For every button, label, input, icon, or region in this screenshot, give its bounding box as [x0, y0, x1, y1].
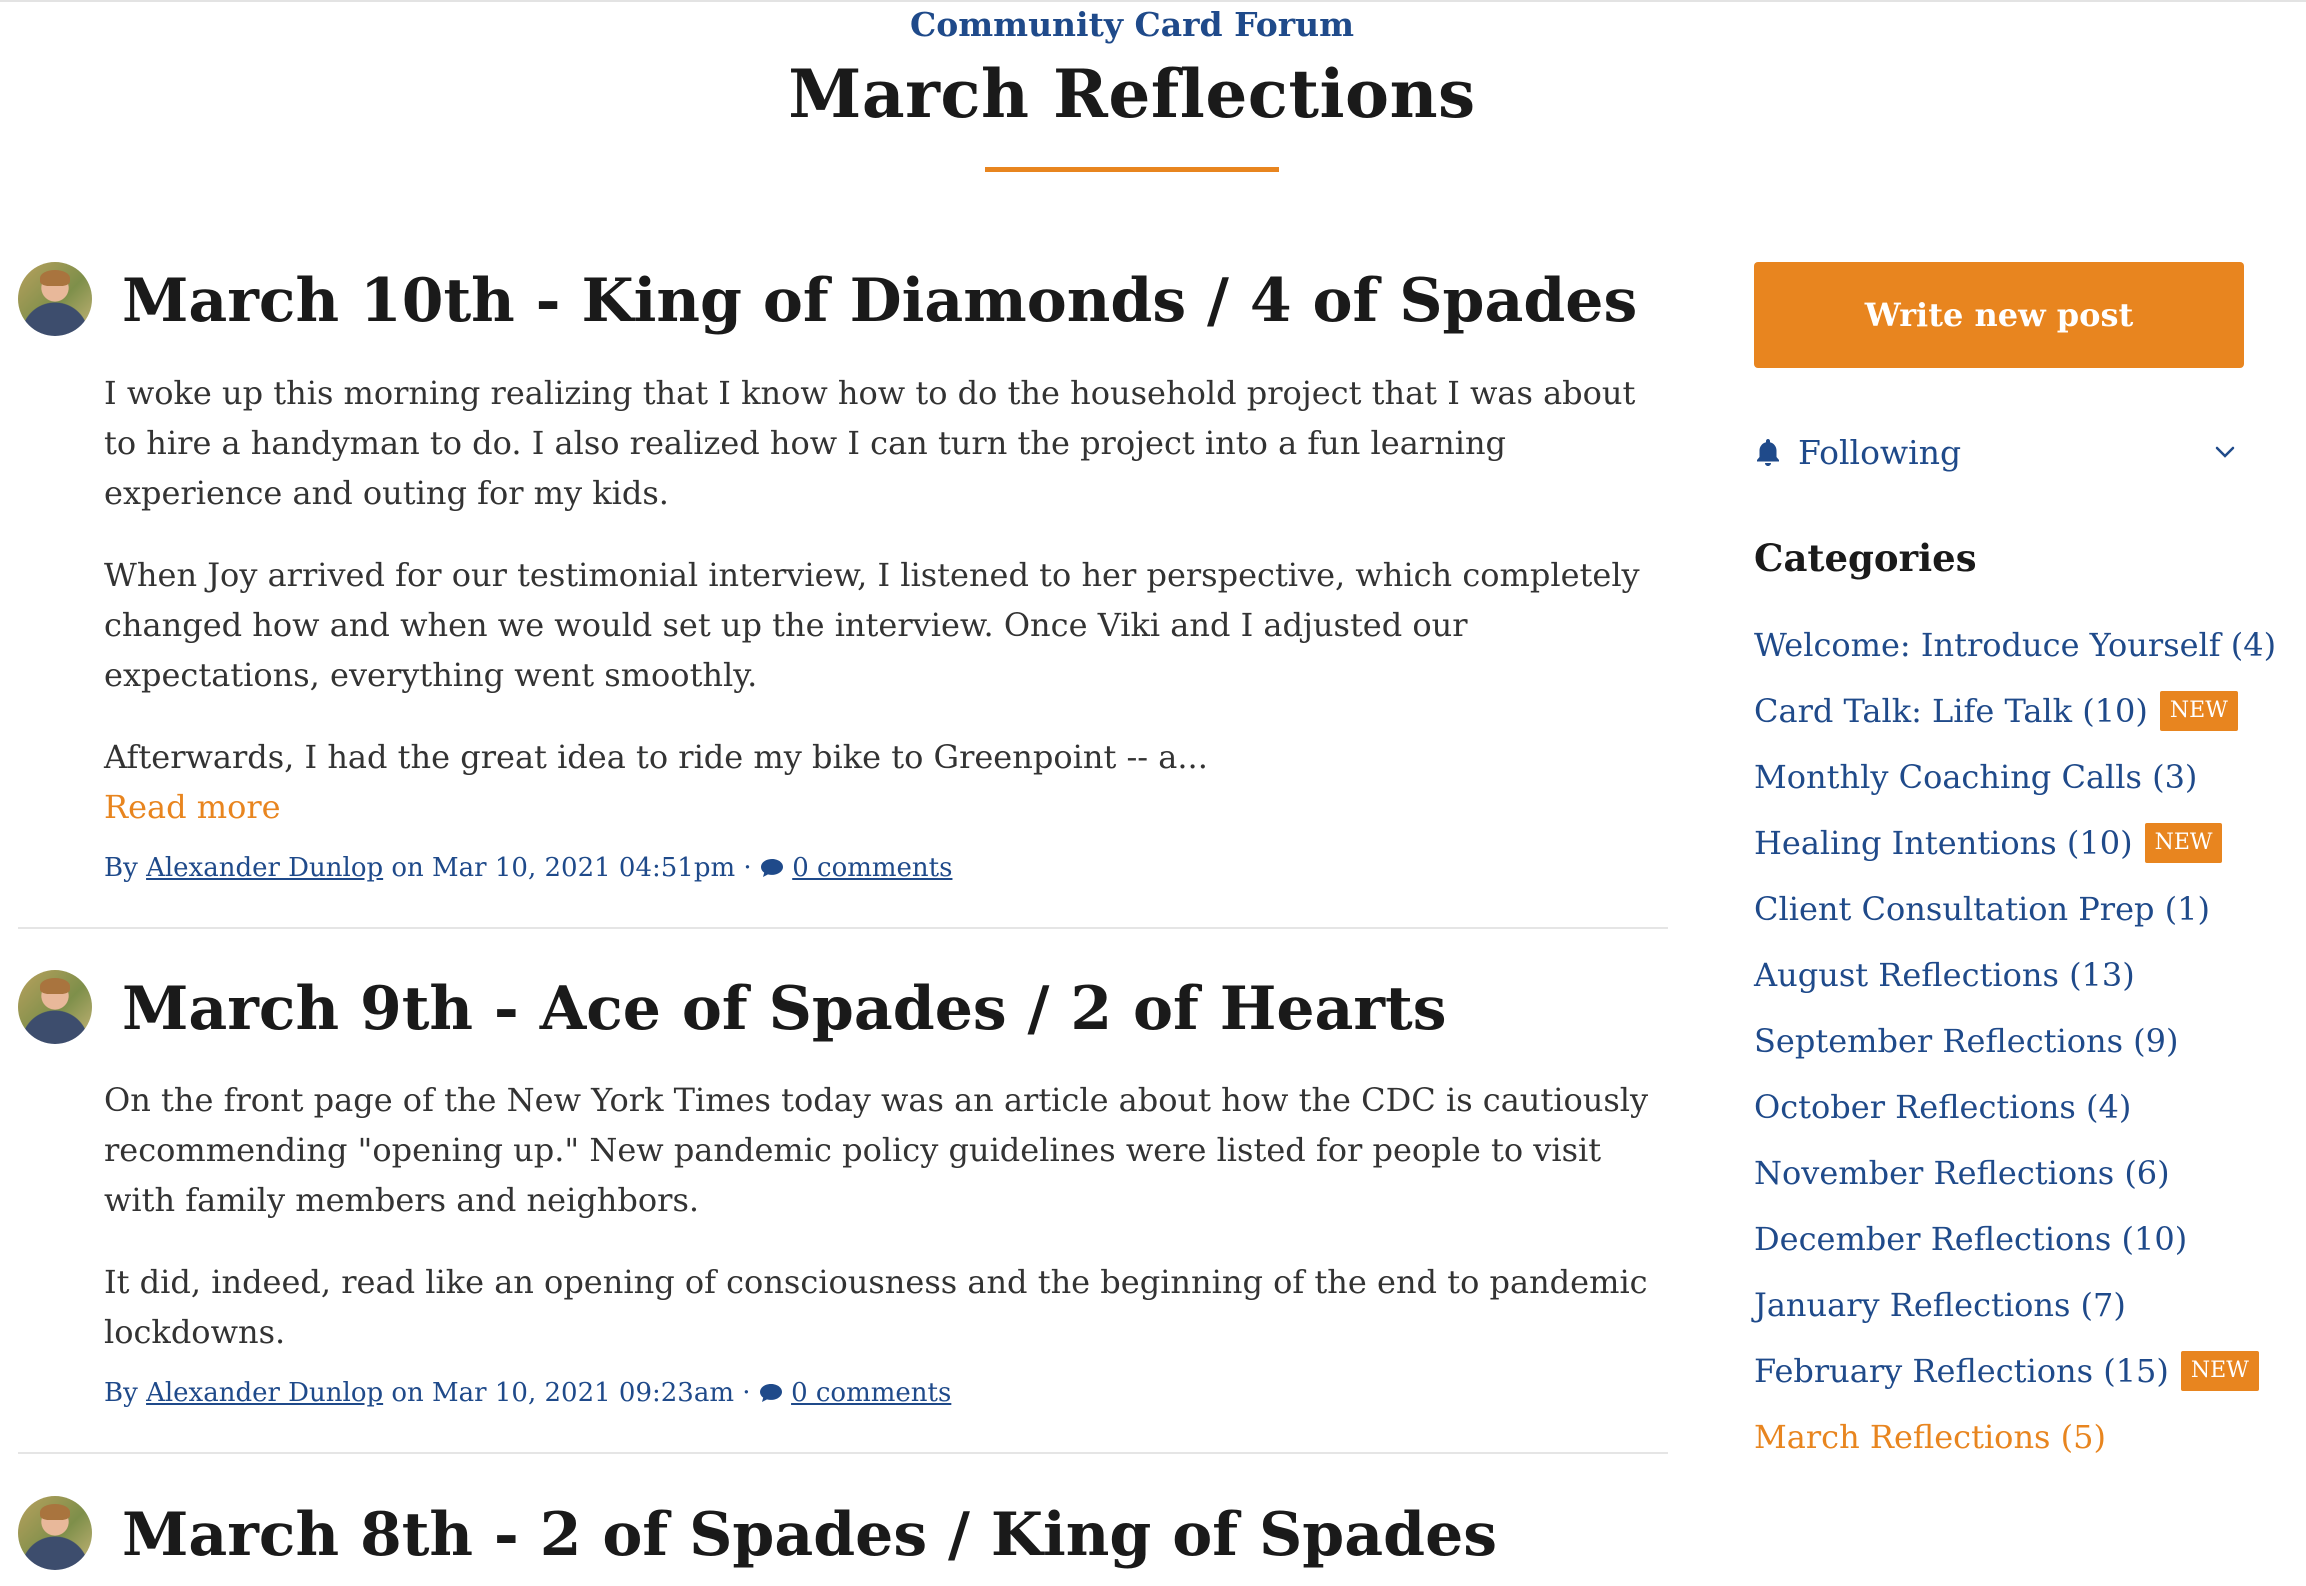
comments-link[interactable]: 0 comments: [791, 1378, 952, 1408]
author-avatar[interactable]: [18, 1496, 92, 1570]
category-item: [1754, 1272, 2276, 1338]
post-title[interactable]: March 10th - King of Diamonds / 4 of Spades: [122, 266, 1638, 336]
category-item: [1754, 810, 2276, 876]
new-badge: NEW: [2145, 823, 2223, 863]
comment-icon: [760, 858, 784, 878]
post-meta: [104, 853, 952, 883]
category-link[interactable]: Client Consultation Prep (1): [1754, 890, 2210, 928]
chevron-down-icon: [2214, 445, 2236, 459]
category-item: [1754, 678, 2276, 744]
post-meta: [104, 1378, 951, 1408]
category-link[interactable]: October Reflections (4): [1754, 1088, 2132, 1126]
post-title[interactable]: March 8th - 2 of Spades / King of Spades: [122, 1500, 1498, 1570]
post-date: on Mar 10, 2021 04:51pm ·: [391, 853, 752, 883]
category-item: [1754, 942, 2276, 1008]
site-name[interactable]: Community Card Forum: [909, 5, 1355, 44]
category-link[interactable]: Healing Intentions (10): [1754, 824, 2133, 862]
post-divider: [18, 1452, 1668, 1454]
write-new-post-button[interactable]: Write new post: [1754, 262, 2244, 368]
post-paragraph: It did, indeed, read like an opening of consciousness and the beginning of the end to pandemic lockdowns.: [104, 1263, 1648, 1351]
post-paragraph: Afterwards, I had the great idea to ride my bike to Greenpoint -- a...: [104, 738, 1208, 776]
category-list: [1754, 612, 2276, 1470]
by-label: By: [104, 1378, 138, 1408]
category-link[interactable]: November Reflections (6): [1754, 1154, 2170, 1192]
category-link[interactable]: February Reflections (15): [1754, 1352, 2169, 1390]
category-item: [1754, 1140, 2276, 1206]
post-excerpt: [104, 368, 1664, 832]
categories-heading: Categories: [1754, 536, 1977, 580]
category-item-active: [1754, 1404, 2276, 1470]
category-link[interactable]: August Reflections (13): [1754, 956, 2135, 994]
following-dropdown[interactable]: [1754, 425, 2244, 479]
category-link[interactable]: Welcome: Introduce Yourself (4): [1754, 626, 2277, 664]
author-avatar[interactable]: [18, 262, 92, 336]
post-excerpt: [104, 1075, 1664, 1357]
category-item: [1754, 1338, 2276, 1404]
category-item: [1754, 744, 2276, 810]
category-item: [1754, 1206, 2276, 1272]
bell-icon: [1754, 437, 1782, 467]
category-item: [1754, 1074, 2276, 1140]
author-avatar[interactable]: [18, 970, 92, 1044]
following-label: Following: [1798, 432, 1962, 472]
post-paragraph: When Joy arrived for our testimonial interview, I listened to her perspective, which completely changed how and when we would set up the interview. Once Viki and I adjusted our expectations, everything went smoothly.: [104, 556, 1640, 694]
page-title: March Reflections: [788, 55, 1476, 133]
post-divider: [18, 927, 1668, 929]
post-paragraph: On the front page of the New York Times today was an article about how the CDC is cautiously recommending "opening up." New pandemic policy guidelines were listed for people to visit with family members and neighbors.: [104, 1081, 1649, 1219]
author-link[interactable]: Alexander Dunlop: [146, 853, 384, 883]
comment-icon: [759, 1383, 783, 1403]
top-border: [0, 0, 2306, 2]
category-link[interactable]: March Reflections (5): [1754, 1418, 2106, 1456]
comments-link[interactable]: 0 comments: [792, 853, 953, 883]
post-paragraph: I woke up this morning realizing that I know how to do the household project that I was about to hire a handyman to do. I also realized how I can turn the project into a fun learning experience and outing for my kids.: [104, 374, 1636, 512]
category-item: [1754, 612, 2276, 678]
category-link[interactable]: January Reflections (7): [1754, 1286, 2126, 1324]
read-more-link[interactable]: Read more: [104, 788, 281, 826]
new-badge: NEW: [2160, 691, 2238, 731]
post-title[interactable]: March 9th - Ace of Spades / 2 of Hearts: [122, 974, 1447, 1044]
post-date: on Mar 10, 2021 09:23am ·: [391, 1378, 751, 1408]
category-link[interactable]: September Reflections (9): [1754, 1022, 2179, 1060]
category-link[interactable]: December Reflections (10): [1754, 1220, 2188, 1258]
title-underline: [985, 167, 1279, 172]
author-link[interactable]: Alexander Dunlop: [146, 1378, 384, 1408]
category-item: [1754, 1008, 2276, 1074]
category-link[interactable]: Monthly Coaching Calls (3): [1754, 758, 2198, 796]
category-link[interactable]: Card Talk: Life Talk (10): [1754, 692, 2148, 730]
by-label: By: [104, 853, 138, 883]
category-item: [1754, 876, 2276, 942]
new-badge: NEW: [2181, 1351, 2259, 1391]
